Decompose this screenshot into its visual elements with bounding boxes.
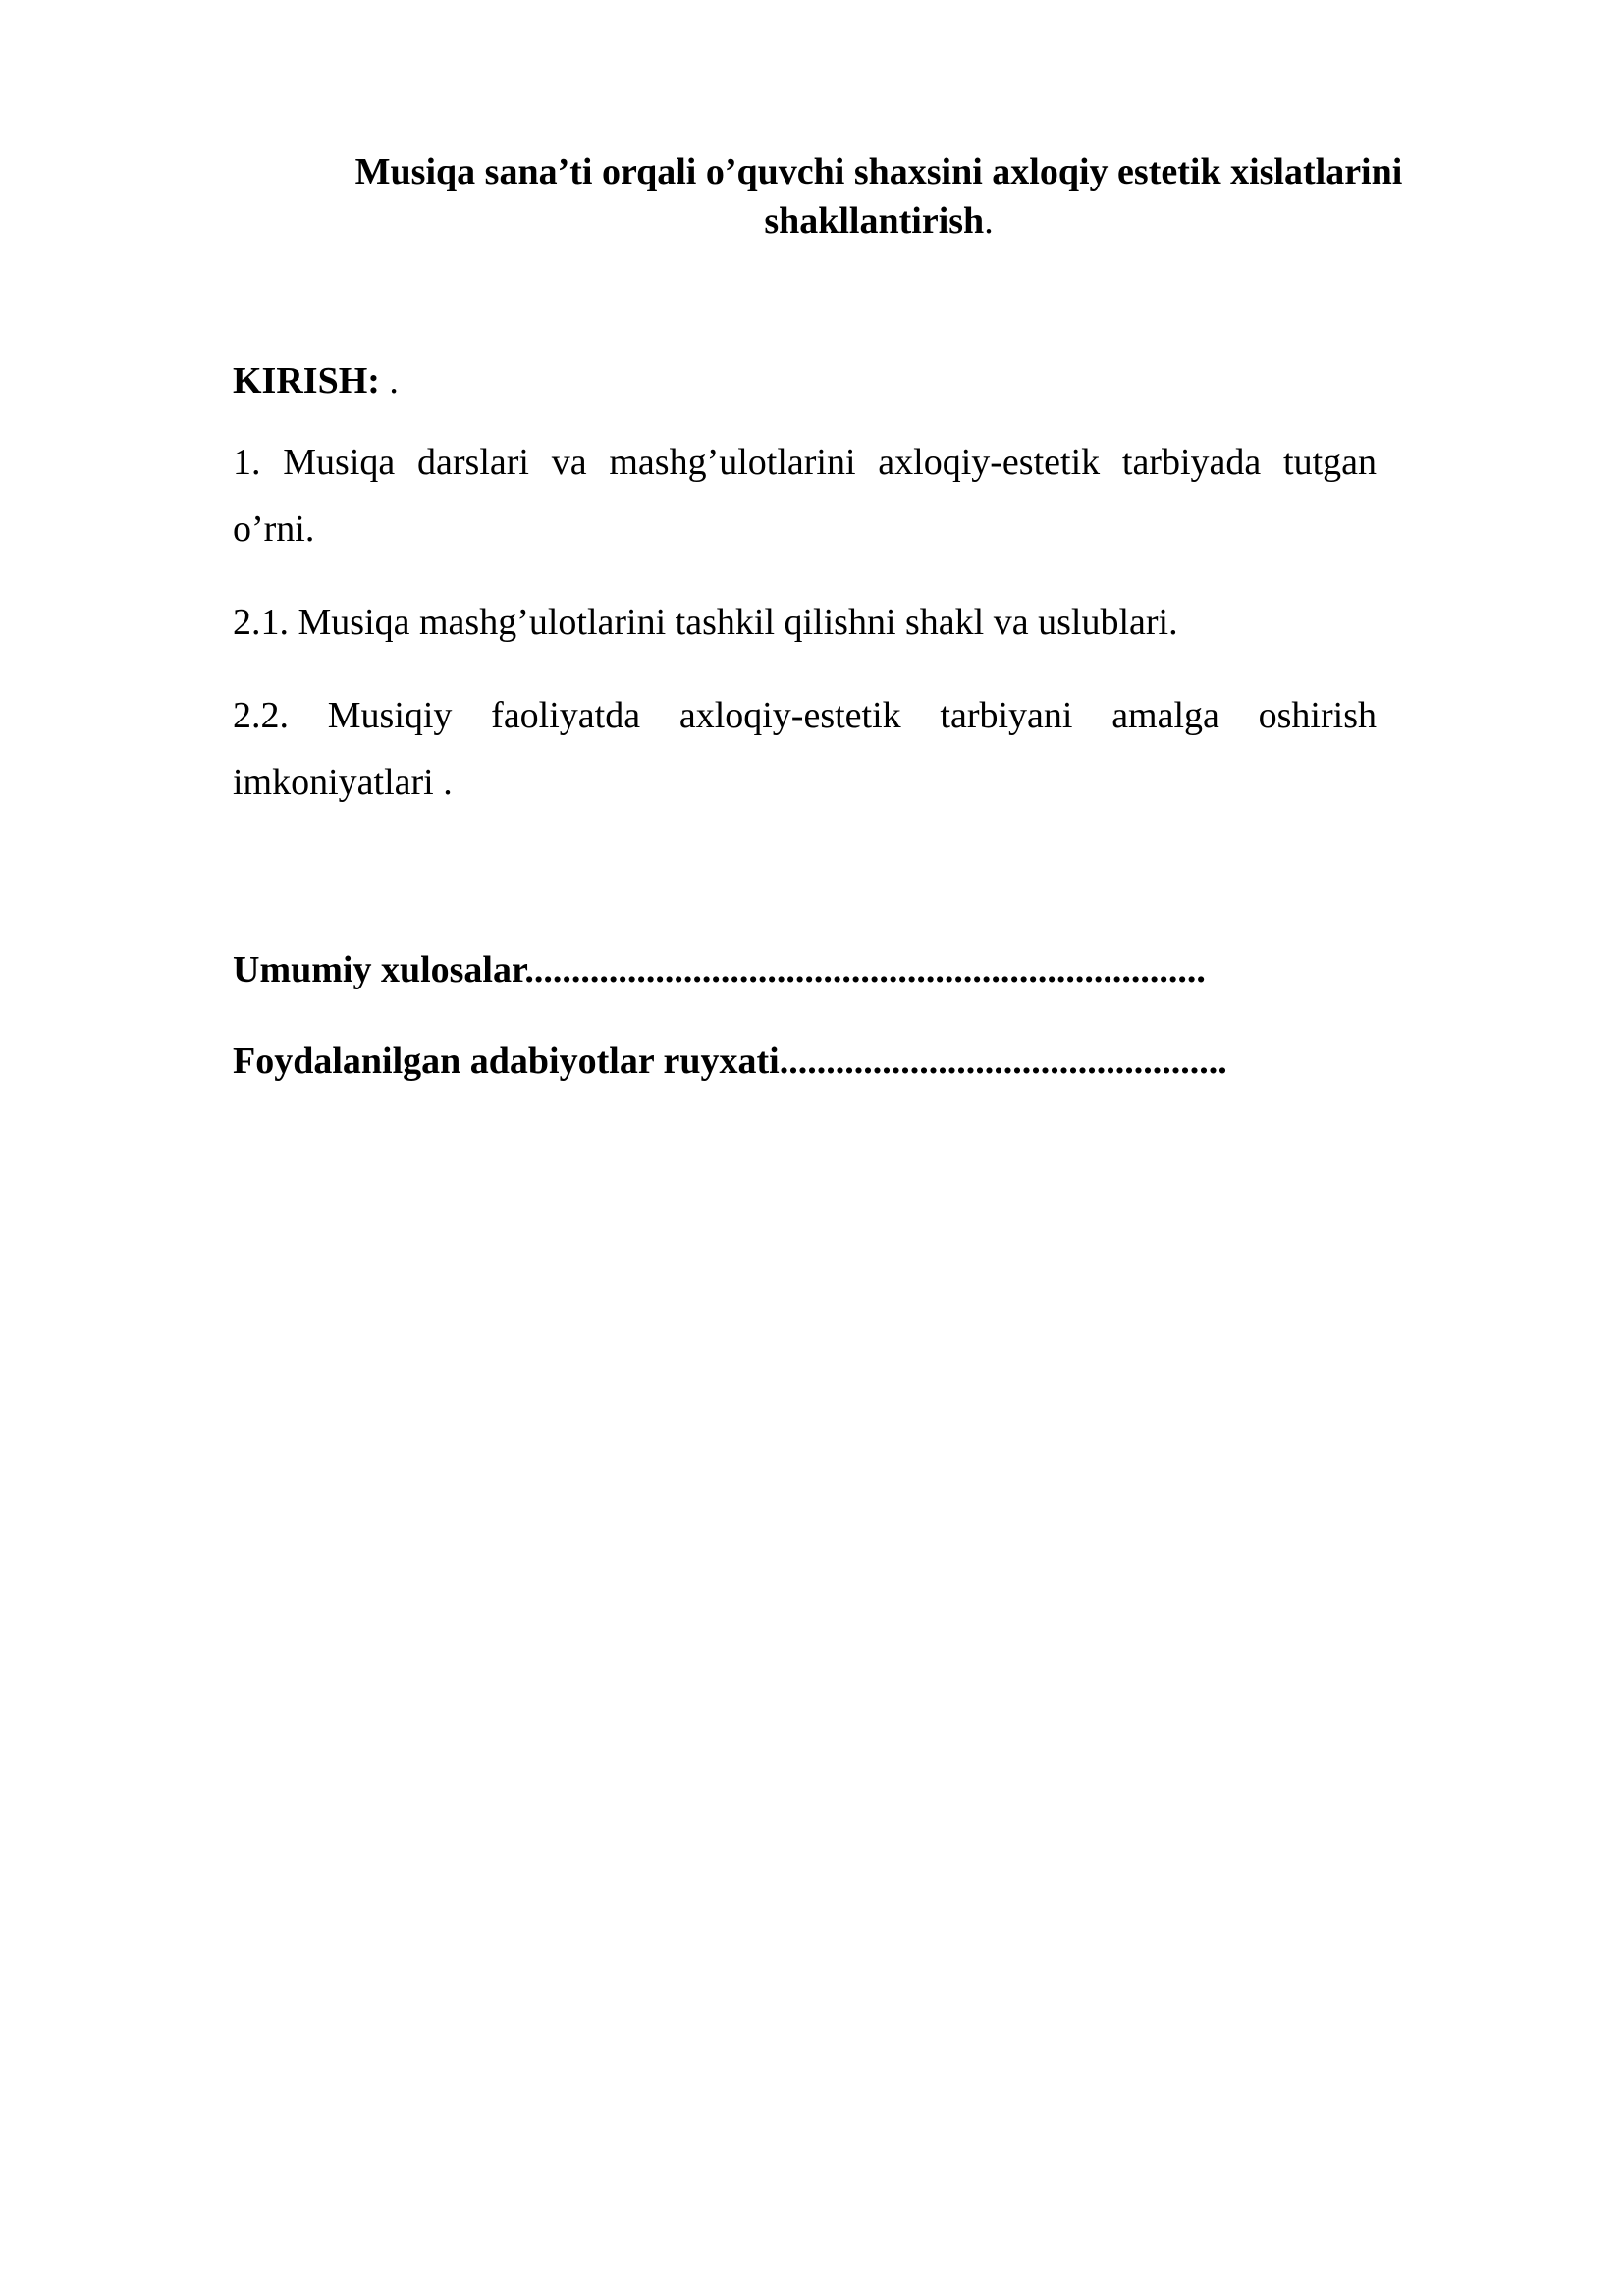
conclusions-line: Umumiy xulosalar......................................................................... — [233, 949, 1206, 990]
intro-heading — [233, 356, 399, 405]
toc-item-1: 1. Musiqa darslari va mashg’ulotlarini axloqiy-estetik tarbiyada tutgan o’rni. — [233, 442, 1377, 550]
document-title-period: . — [984, 200, 994, 241]
intro-heading-suffix: . — [379, 360, 399, 401]
toc-item-2-1: 2.1. Musiqa mashg’ulotlarini tashkil qilishni shakl va uslublari. — [233, 602, 1178, 643]
document-title — [314, 147, 1443, 245]
document-title-text: Musiqa sana’ti orqali o’quvchi shaxsini axloqiy estetik xislatlarini shakllantirish — [354, 151, 1403, 241]
bibliography-line: Foydalanilgan adabiyotlar ruyxati................................................ — [233, 1041, 1227, 1082]
intro-heading-label: KIRISH: — [233, 360, 380, 401]
toc-item-2-2: 2.2. Musiqiy faoliyatda axloqiy-estetik tarbiyani amalga oshirish imkoniyatlari . — [233, 695, 1377, 803]
